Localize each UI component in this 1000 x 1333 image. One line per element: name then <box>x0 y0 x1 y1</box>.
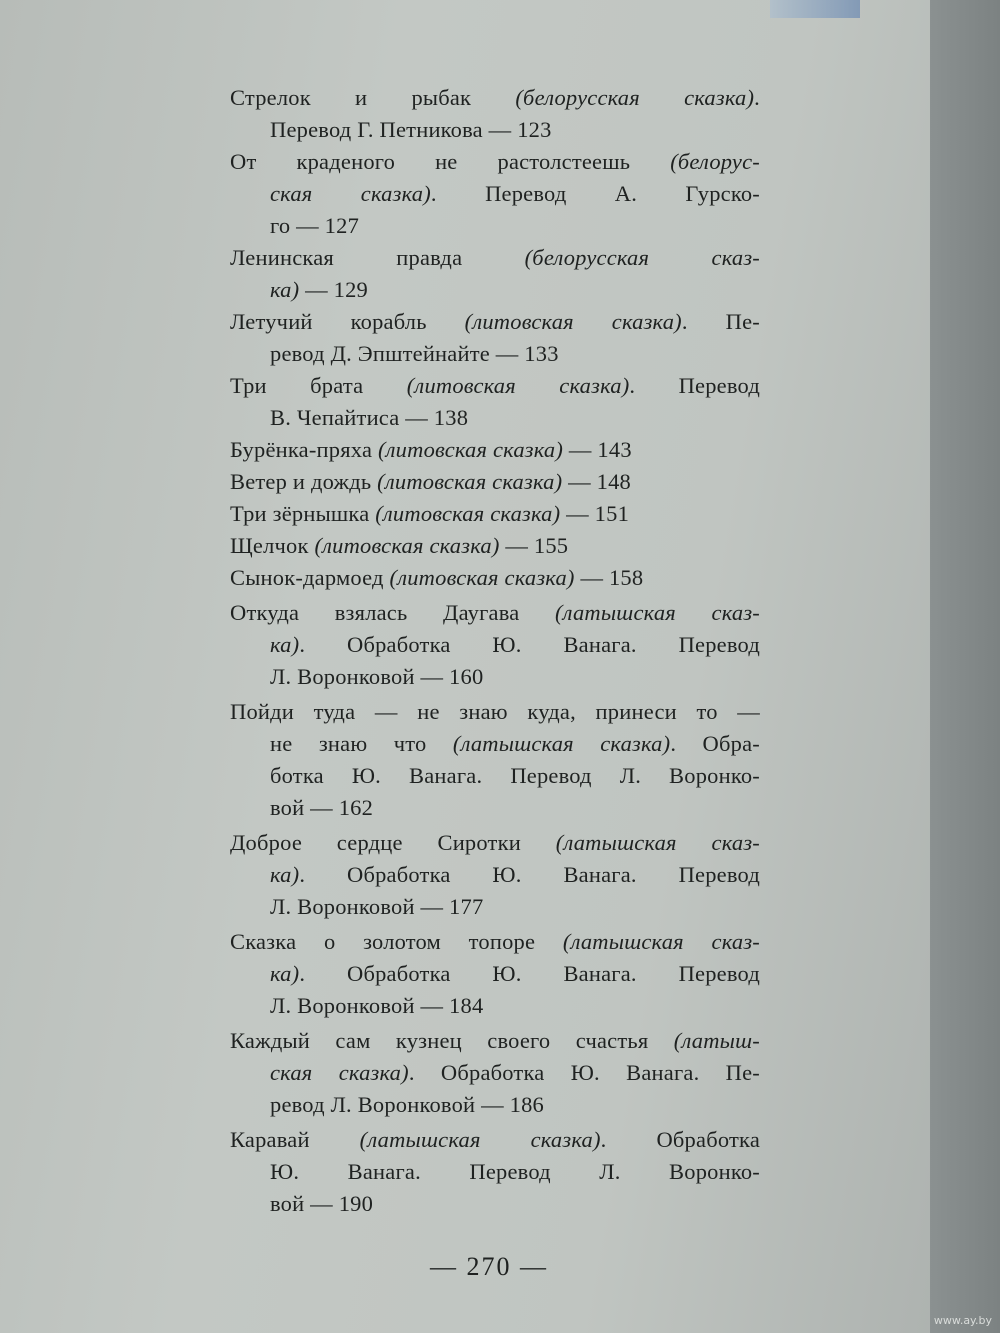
toc-entry <box>230 306 760 370</box>
entry-text: Л. Воронковой — 177 <box>270 894 484 919</box>
genre-note: ка) <box>270 862 300 887</box>
toc-entry-line <box>230 178 760 210</box>
toc-entry <box>230 926 760 1022</box>
entry-text: Бурёнка-пряха <box>230 437 378 462</box>
toc-entry-line <box>230 146 760 178</box>
toc-entry-line <box>230 338 760 370</box>
entry-text: Доброе сердце Сиротки <box>230 830 556 855</box>
entry-text: Три брата <box>230 373 407 398</box>
genre-note: (латышская сказ- <box>554 600 760 625</box>
toc-entry-line <box>230 1089 760 1121</box>
toc-entry <box>230 146 760 242</box>
toc-entry <box>230 498 760 530</box>
toc-entry-line <box>230 792 760 824</box>
toc-entry-line <box>230 562 760 594</box>
toc-entry-line <box>230 629 760 661</box>
toc-entry-line <box>230 1057 760 1089</box>
entry-text: ревод Д. Эпштейнайте — 133 <box>270 341 559 366</box>
entry-text: вой — 162 <box>270 795 374 820</box>
toc-entry <box>230 562 760 594</box>
entry-text: В. Чепайтиса — 138 <box>270 405 469 430</box>
entry-text: Летучий корабль <box>230 309 465 334</box>
toc-entry <box>230 1124 760 1220</box>
entry-text: . <box>754 85 760 110</box>
genre-note: (литовская сказка) <box>464 309 682 334</box>
toc-entry <box>230 370 760 434</box>
toc-entry <box>230 466 760 498</box>
entry-text: . Пе- <box>681 309 760 334</box>
toc-entry-line <box>230 242 760 274</box>
entry-text: . Перевод А. Гурско- <box>430 181 760 206</box>
entry-text: . Обра- <box>670 731 760 756</box>
entry-text: . Перевод <box>629 373 760 398</box>
toc-entry-line <box>230 1156 760 1188</box>
entry-text: ботка Ю. Ванага. Перевод Л. Воронко- <box>270 763 760 788</box>
entry-text: не знаю что <box>270 731 453 756</box>
toc-entry <box>230 242 760 306</box>
toc-entry <box>230 1025 760 1121</box>
entry-text: — 155 <box>499 533 569 558</box>
entry-text: . Обработка Ю. Ванага. Перевод <box>299 862 760 887</box>
entry-text: Л. Воронковой — 184 <box>270 993 484 1018</box>
toc-entry-line <box>230 728 760 760</box>
genre-note: (литовская сказка) <box>375 501 561 526</box>
toc-entry <box>230 530 760 562</box>
toc-entry-line <box>230 530 760 562</box>
entry-text: — 129 <box>299 277 369 302</box>
entry-text: — 143 <box>563 437 632 462</box>
genre-note: (литовская сказка) <box>314 533 500 558</box>
table-of-contents <box>230 82 760 1220</box>
toc-entry-line <box>230 696 760 728</box>
book-binding <box>930 0 1000 1333</box>
toc-entry-line <box>230 1188 760 1220</box>
entry-text: го — 127 <box>270 213 360 238</box>
entry-text: — 158 <box>574 565 644 590</box>
genre-note: (литовская сказка) <box>377 469 563 494</box>
entry-text: — 151 <box>560 501 630 526</box>
toc-entry <box>230 827 760 923</box>
toc-entry-line <box>230 306 760 338</box>
toc-entry-line <box>230 210 760 242</box>
entry-text: Стрелок и рыбак <box>230 85 516 110</box>
toc-entry-line <box>230 370 760 402</box>
toc-entry <box>230 82 760 146</box>
entry-text: Сказка о золотом топоре <box>230 929 563 954</box>
genre-note: ка) <box>270 961 300 986</box>
toc-entry-line <box>230 891 760 923</box>
entry-text: . Обработка <box>600 1127 761 1152</box>
toc-entry-line <box>230 82 760 114</box>
entry-text: Три зёрнышка <box>230 501 376 526</box>
entry-text: Откуда взялась Даугава <box>230 600 555 625</box>
entry-text: Ю. Ванага. Перевод Л. Воронко- <box>270 1159 760 1184</box>
toc-entry-line <box>230 1025 760 1057</box>
toc-entry-line <box>230 990 760 1022</box>
toc-entry-line <box>230 434 760 466</box>
genre-note: (латышская сказ- <box>562 929 760 954</box>
toc-entry-line <box>230 1124 760 1156</box>
genre-note: (литовская сказка) <box>406 373 630 398</box>
genre-note: (латышская сказ- <box>555 830 760 855</box>
entry-text: Пойди туда — не знаю куда, принеси то — <box>230 699 760 724</box>
toc-entry-line <box>230 114 760 146</box>
entry-text: ревод Л. Воронковой — 186 <box>270 1092 544 1117</box>
toc-entry-line <box>230 402 760 434</box>
genre-note: (литовская сказка) <box>377 437 564 462</box>
toc-entry-line <box>230 597 760 629</box>
entry-text: Каравай <box>230 1127 360 1152</box>
entry-text: — 148 <box>562 469 631 494</box>
genre-note: ская сказка) <box>270 181 431 206</box>
genre-note: (латышская сказка) <box>452 731 671 756</box>
watermark: www.ay.by <box>933 1314 992 1327</box>
entry-text: Перевод Г. Петникова — 123 <box>270 117 552 142</box>
toc-entry-line <box>230 661 760 693</box>
entry-text: Ленинская правда <box>230 245 525 270</box>
entry-text: Сынок-дармоед <box>230 565 390 590</box>
genre-note: (белорус- <box>670 149 760 174</box>
toc-entry-line <box>230 274 760 306</box>
toc-entry <box>230 434 760 466</box>
entry-text: . Обработка Ю. Ванага. Перевод <box>299 632 760 657</box>
entry-text: Щелчок <box>230 533 315 558</box>
genre-note: (латышская сказка) <box>359 1127 601 1152</box>
genre-note: (белорусская сказка) <box>515 85 755 110</box>
toc-entry-line <box>230 859 760 891</box>
toc-entry-line <box>230 827 760 859</box>
page-number: — 270 — <box>430 1252 548 1281</box>
entry-text: Каждый сам кузнец своего счастья <box>230 1028 674 1053</box>
toc-entry-line <box>230 760 760 792</box>
toc-entry-line <box>230 926 760 958</box>
genre-note: ская сказка) <box>270 1060 409 1085</box>
entry-text: Л. Воронковой — 160 <box>270 664 484 689</box>
genre-note: (литовская сказка) <box>389 565 575 590</box>
toc-entry-line <box>230 958 760 990</box>
genre-note: (латыш- <box>673 1028 760 1053</box>
toc-entry <box>230 696 760 824</box>
entry-text: . Обработка Ю. Ванага. Пе- <box>408 1060 760 1085</box>
toc-entry-line <box>230 498 760 530</box>
entry-text: вой — 190 <box>270 1191 374 1216</box>
entry-text: . Обработка Ю. Ванага. Перевод <box>299 961 760 986</box>
genre-note: ка) <box>270 277 300 302</box>
toc-entry <box>230 597 760 693</box>
toc-entry-line <box>230 466 760 498</box>
cover-corner <box>770 0 860 18</box>
entry-text: От краденого не растолстеешь <box>230 149 671 174</box>
entry-text: Ветер и дождь <box>230 469 378 494</box>
genre-note: ка) <box>270 632 300 657</box>
genre-note: (белорусская сказ- <box>524 245 760 270</box>
